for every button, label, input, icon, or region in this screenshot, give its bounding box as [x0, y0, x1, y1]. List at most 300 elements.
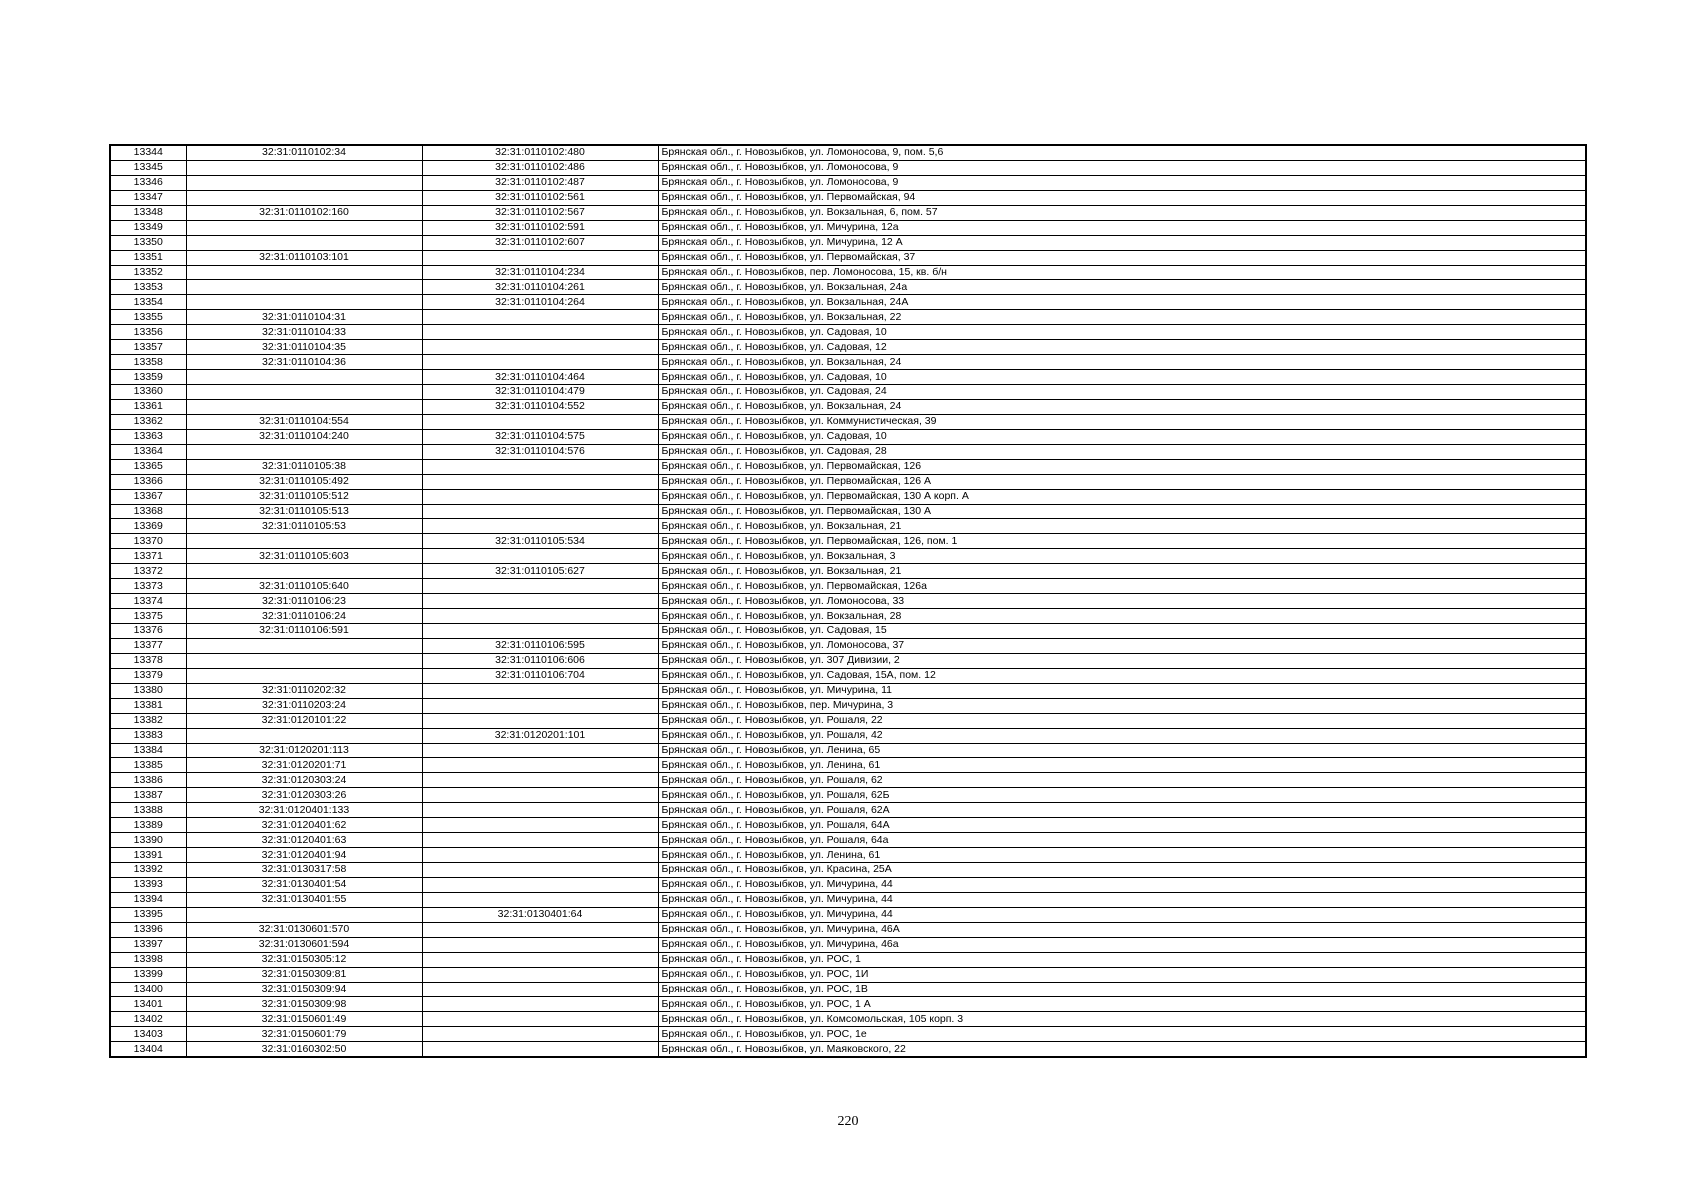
- cadastral-number-cell: [186, 175, 422, 190]
- cadastral-number-cell: 32:31:0120101:22: [186, 713, 422, 728]
- address-cell: Брянская обл., г. Новозыбков, ул. Вокзальная, 22: [658, 310, 1586, 325]
- address-cell: Брянская обл., г. Новозыбков, ул. Вокзальная, 24а: [658, 280, 1586, 295]
- building-cadastral-number-cell: [422, 773, 658, 788]
- cadastral-number-cell: 32:31:0150305:12: [186, 952, 422, 967]
- table-row: [110, 967, 1586, 982]
- cadastral-number-cell: 32:31:0110105:513: [186, 504, 422, 519]
- building-cadastral-number-cell: [422, 340, 658, 355]
- page-number: 220: [837, 1114, 859, 1129]
- row-number-cell: 13382: [110, 713, 186, 728]
- table-row: [110, 295, 1586, 310]
- cadastral-number-cell: [186, 399, 422, 414]
- address-cell: Брянская обл., г. Новозыбков, ул. Садовая, 15: [658, 624, 1586, 639]
- cadastral-number-cell: 32:31:0110105:38: [186, 459, 422, 474]
- address-cell: Брянская обл., г. Новозыбков, ул. Первомайская, 94: [658, 190, 1586, 205]
- address-cell: Брянская обл., г. Новозыбков, ул. Рошаля, 22: [658, 713, 1586, 728]
- building-cadastral-number-cell: 32:31:0110102:487: [422, 175, 658, 190]
- building-cadastral-number-cell: 32:31:0110106:606: [422, 653, 658, 668]
- table-row: [110, 250, 1586, 265]
- address-cell: Брянская обл., г. Новозыбков, ул. Садовая, 10: [658, 429, 1586, 444]
- table-row: [110, 504, 1586, 519]
- building-cadastral-number-cell: 32:31:0110102:591: [422, 220, 658, 235]
- row-number-cell: 13395: [110, 907, 186, 922]
- address-cell: Брянская обл., г. Новозыбков, ул. Ленина, 61: [658, 758, 1586, 773]
- row-number-cell: 13391: [110, 848, 186, 863]
- building-cadastral-number-cell: [422, 848, 658, 863]
- building-cadastral-number-cell: [422, 967, 658, 982]
- cadastral-number-cell: 32:31:0130601:570: [186, 922, 422, 937]
- row-number-cell: 13346: [110, 175, 186, 190]
- table-row: [110, 818, 1586, 833]
- table-row: [110, 683, 1586, 698]
- address-cell: Брянская обл., г. Новозыбков, пер. Мичурина, 3: [658, 698, 1586, 713]
- cadastral-number-cell: [186, 534, 422, 549]
- row-number-cell: 13368: [110, 504, 186, 519]
- cadastral-number-cell: 32:31:0110105:512: [186, 489, 422, 504]
- table-row: [110, 1027, 1586, 1042]
- address-cell: Брянская обл., г. Новозыбков, ул. Вокзальная, 28: [658, 609, 1586, 624]
- table-row: [110, 564, 1586, 579]
- row-number-cell: 13345: [110, 160, 186, 175]
- building-cadastral-number-cell: [422, 549, 658, 564]
- table-row: [110, 594, 1586, 609]
- address-cell: Брянская обл., г. Новозыбков, ул. Ломоносова, 37: [658, 638, 1586, 653]
- building-cadastral-number-cell: [422, 355, 658, 370]
- row-number-cell: 13401: [110, 997, 186, 1012]
- cadastral-number-cell: 32:31:0110104:240: [186, 429, 422, 444]
- table-row: [110, 609, 1586, 624]
- address-cell: Брянская обл., г. Новозыбков, ул. Первомайская, 126: [658, 459, 1586, 474]
- row-number-cell: 13358: [110, 355, 186, 370]
- address-cell: Брянская обл., г. Новозыбков, ул. Мичурина, 11: [658, 683, 1586, 698]
- address-cell: Брянская обл., г. Новозыбков, ул. РОС, 1 А: [658, 997, 1586, 1012]
- row-number-cell: 13348: [110, 205, 186, 220]
- cadastral-number-cell: 32:31:0110104:35: [186, 340, 422, 355]
- building-cadastral-number-cell: [422, 698, 658, 713]
- row-number-cell: 13365: [110, 459, 186, 474]
- building-cadastral-number-cell: [422, 877, 658, 892]
- table-row: [110, 1042, 1586, 1057]
- address-cell: Брянская обл., г. Новозыбков, ул. Первомайская, 126, пом. 1: [658, 534, 1586, 549]
- table-row: [110, 653, 1586, 668]
- cadastral-number-cell: [186, 907, 422, 922]
- building-cadastral-number-cell: 32:31:0110102:486: [422, 160, 658, 175]
- cadastral-number-cell: [186, 564, 422, 579]
- row-number-cell: 13354: [110, 295, 186, 310]
- address-cell: Брянская обл., г. Новозыбков, ул. Вокзальная, 24: [658, 355, 1586, 370]
- table-row: [110, 638, 1586, 653]
- table-row: [110, 907, 1586, 922]
- row-number-cell: 13367: [110, 489, 186, 504]
- building-cadastral-number-cell: 32:31:0110104:576: [422, 444, 658, 459]
- cadastral-number-cell: [186, 728, 422, 743]
- address-cell: Брянская обл., г. Новозыбков, ул. Садовая, 12: [658, 340, 1586, 355]
- address-cell: Брянская обл., г. Новозыбков, ул. Вокзальная, 21: [658, 519, 1586, 534]
- address-cell: Брянская обл., г. Новозыбков, ул. Ломоносова, 9: [658, 160, 1586, 175]
- row-number-cell: 13352: [110, 265, 186, 280]
- row-number-cell: 13394: [110, 892, 186, 907]
- row-number-cell: 13381: [110, 698, 186, 713]
- row-number-cell: 13378: [110, 653, 186, 668]
- address-cell: Брянская обл., г. Новозыбков, ул. Мичурина, 44: [658, 907, 1586, 922]
- row-number-cell: 13387: [110, 788, 186, 803]
- building-cadastral-number-cell: 32:31:0110102:561: [422, 190, 658, 205]
- cadastral-number-cell: 32:31:0110105:603: [186, 549, 422, 564]
- row-number-cell: 13364: [110, 444, 186, 459]
- cadastral-number-cell: 32:31:0110103:101: [186, 250, 422, 265]
- table-row: [110, 773, 1586, 788]
- row-number-cell: 13372: [110, 564, 186, 579]
- table-row: [110, 833, 1586, 848]
- address-cell: Брянская обл., г. Новозыбков, ул. Садовая, 15А, пом. 12: [658, 668, 1586, 683]
- building-cadastral-number-cell: [422, 937, 658, 952]
- cadastral-number-cell: 32:31:0120401:63: [186, 833, 422, 848]
- building-cadastral-number-cell: [422, 579, 658, 594]
- address-cell: Брянская обл., г. Новозыбков, ул. РОС, 1: [658, 952, 1586, 967]
- row-number-cell: 13353: [110, 280, 186, 295]
- table-row: [110, 534, 1586, 549]
- row-number-cell: 13362: [110, 414, 186, 429]
- table-row: [110, 190, 1586, 205]
- row-number-cell: 13347: [110, 190, 186, 205]
- table-row: [110, 370, 1586, 385]
- building-cadastral-number-cell: [422, 250, 658, 265]
- cadastral-number-cell: 32:31:0120401:133: [186, 803, 422, 818]
- row-number-cell: 13366: [110, 474, 186, 489]
- row-number-cell: 13386: [110, 773, 186, 788]
- row-number-cell: 13349: [110, 220, 186, 235]
- address-cell: Брянская обл., г. Новозыбков, ул. РОС, 1е: [658, 1027, 1586, 1042]
- building-cadastral-number-cell: [422, 833, 658, 848]
- cadastral-number-cell: [186, 295, 422, 310]
- building-cadastral-number-cell: [422, 788, 658, 803]
- row-number-cell: 13398: [110, 952, 186, 967]
- address-cell: Брянская обл., г. Новозыбков, ул. Ленина, 61: [658, 848, 1586, 863]
- building-cadastral-number-cell: [422, 982, 658, 997]
- address-cell: Брянская обл., г. Новозыбков, ул. Садовая, 28: [658, 444, 1586, 459]
- registry-table: [109, 144, 1587, 1058]
- table-row: [110, 743, 1586, 758]
- building-cadastral-number-cell: [422, 609, 658, 624]
- building-cadastral-number-cell: [422, 504, 658, 519]
- address-cell: Брянская обл., г. Новозыбков, ул. Рошаля, 42: [658, 728, 1586, 743]
- cadastral-number-cell: 32:31:0150601:79: [186, 1027, 422, 1042]
- building-cadastral-number-cell: [422, 758, 658, 773]
- table-row: [110, 922, 1586, 937]
- address-cell: Брянская обл., г. Новозыбков, ул. Вокзальная, 6, пом. 57: [658, 205, 1586, 220]
- table-row: [110, 668, 1586, 683]
- row-number-cell: 13376: [110, 624, 186, 639]
- row-number-cell: 13371: [110, 549, 186, 564]
- row-number-cell: 13384: [110, 743, 186, 758]
- cadastral-number-cell: 32:31:0130317:58: [186, 863, 422, 878]
- cadastral-number-cell: 32:31:0160302:50: [186, 1042, 422, 1057]
- table-row: [110, 280, 1586, 295]
- address-cell: Брянская обл., г. Новозыбков, ул. РОС, 1И: [658, 967, 1586, 982]
- cadastral-number-cell: [186, 444, 422, 459]
- row-number-cell: 13373: [110, 579, 186, 594]
- cadastral-number-cell: [186, 385, 422, 400]
- row-number-cell: 13379: [110, 668, 186, 683]
- row-number-cell: 13404: [110, 1042, 186, 1057]
- building-cadastral-number-cell: 32:31:0110104:261: [422, 280, 658, 295]
- building-cadastral-number-cell: [422, 997, 658, 1012]
- row-number-cell: 13351: [110, 250, 186, 265]
- cadastral-number-cell: 32:31:0130601:594: [186, 937, 422, 952]
- building-cadastral-number-cell: [422, 952, 658, 967]
- cadastral-number-cell: [186, 265, 422, 280]
- building-cadastral-number-cell: 32:31:0110106:704: [422, 668, 658, 683]
- building-cadastral-number-cell: 32:31:0110104:264: [422, 295, 658, 310]
- address-cell: Брянская обл., г. Новозыбков, ул. Вокзальная, 3: [658, 549, 1586, 564]
- address-cell: Брянская обл., г. Новозыбков, ул. Садовая, 10: [658, 325, 1586, 340]
- cadastral-number-cell: 32:31:0150309:94: [186, 982, 422, 997]
- table-row: [110, 952, 1586, 967]
- building-cadastral-number-cell: 32:31:0110104:479: [422, 385, 658, 400]
- row-number-cell: 13380: [110, 683, 186, 698]
- table-row: [110, 624, 1586, 639]
- building-cadastral-number-cell: 32:31:0130401:64: [422, 907, 658, 922]
- address-cell: Брянская обл., г. Новозыбков, ул. Мичурина, 44: [658, 877, 1586, 892]
- building-cadastral-number-cell: 32:31:0110104:575: [422, 429, 658, 444]
- cadastral-number-cell: [186, 160, 422, 175]
- row-number-cell: 13375: [110, 609, 186, 624]
- cadastral-number-cell: 32:31:0110105:53: [186, 519, 422, 534]
- cadastral-number-cell: 32:31:0110106:23: [186, 594, 422, 609]
- table-row: [110, 220, 1586, 235]
- building-cadastral-number-cell: 32:31:0110106:595: [422, 638, 658, 653]
- row-number-cell: 13388: [110, 803, 186, 818]
- address-cell: Брянская обл., г. Новозыбков, ул. Маяковского, 22: [658, 1042, 1586, 1057]
- building-cadastral-number-cell: [422, 1027, 658, 1042]
- cadastral-number-cell: 32:31:0110105:640: [186, 579, 422, 594]
- building-cadastral-number-cell: [422, 459, 658, 474]
- address-cell: Брянская обл., г. Новозыбков, ул. Мичурина, 46А: [658, 922, 1586, 937]
- table-row: [110, 414, 1586, 429]
- table-row: [110, 937, 1586, 952]
- building-cadastral-number-cell: 32:31:0110105:627: [422, 564, 658, 579]
- cadastral-number-cell: 32:31:0110106:24: [186, 609, 422, 624]
- building-cadastral-number-cell: 32:31:0110104:552: [422, 399, 658, 414]
- registry-body: [110, 145, 1586, 1057]
- row-number-cell: 13374: [110, 594, 186, 609]
- table-row: [110, 698, 1586, 713]
- table-row: [110, 355, 1586, 370]
- table-row: [110, 235, 1586, 250]
- cadastral-number-cell: [186, 280, 422, 295]
- building-cadastral-number-cell: [422, 414, 658, 429]
- table-row: [110, 265, 1586, 280]
- address-cell: Брянская обл., г. Новозыбков, ул. Первомайская, 130 А корп. А: [658, 489, 1586, 504]
- address-cell: Брянская обл., г. Новозыбков, ул. Мичурина, 12а: [658, 220, 1586, 235]
- row-number-cell: 13399: [110, 967, 186, 982]
- table-row: [110, 145, 1586, 160]
- cadastral-number-cell: [186, 668, 422, 683]
- row-number-cell: 13355: [110, 310, 186, 325]
- table-row: [110, 803, 1586, 818]
- table-row: [110, 474, 1586, 489]
- building-cadastral-number-cell: [422, 713, 658, 728]
- row-number-cell: 13350: [110, 235, 186, 250]
- table-row: [110, 1012, 1586, 1027]
- row-number-cell: 13389: [110, 818, 186, 833]
- address-cell: Брянская обл., г. Новозыбков, ул. РОС, 1В: [658, 982, 1586, 997]
- address-cell: Брянская обл., г. Новозыбков, пер. Ломоносова, 15, кв. б/н: [658, 265, 1586, 280]
- cadastral-number-cell: [186, 190, 422, 205]
- table-row: [110, 863, 1586, 878]
- building-cadastral-number-cell: [422, 310, 658, 325]
- address-cell: Брянская обл., г. Новозыбков, ул. Комсомольская, 105 корп. 3: [658, 1012, 1586, 1027]
- row-number-cell: 13385: [110, 758, 186, 773]
- table-row: [110, 325, 1586, 340]
- building-cadastral-number-cell: 32:31:0110104:464: [422, 370, 658, 385]
- cadastral-number-cell: [186, 638, 422, 653]
- building-cadastral-number-cell: [422, 743, 658, 758]
- row-number-cell: 13360: [110, 385, 186, 400]
- address-cell: Брянская обл., г. Новозыбков, ул. Вокзальная, 21: [658, 564, 1586, 579]
- building-cadastral-number-cell: [422, 892, 658, 907]
- address-cell: Брянская обл., г. Новозыбков, ул. Первомайская, 126а: [658, 579, 1586, 594]
- table-row: [110, 848, 1586, 863]
- table-row: [110, 579, 1586, 594]
- cadastral-number-cell: 32:31:0110104:31: [186, 310, 422, 325]
- cadastral-number-cell: 32:31:0150601:49: [186, 1012, 422, 1027]
- building-cadastral-number-cell: 32:31:0110104:234: [422, 265, 658, 280]
- cadastral-number-cell: 32:31:0120201:113: [186, 743, 422, 758]
- building-cadastral-number-cell: [422, 803, 658, 818]
- row-number-cell: 13393: [110, 877, 186, 892]
- building-cadastral-number-cell: [422, 863, 658, 878]
- table-row: [110, 997, 1586, 1012]
- table-row: [110, 444, 1586, 459]
- building-cadastral-number-cell: [422, 519, 658, 534]
- cadastral-number-cell: [186, 235, 422, 250]
- building-cadastral-number-cell: 32:31:0110102:607: [422, 235, 658, 250]
- cadastral-number-cell: 32:31:0110102:160: [186, 205, 422, 220]
- row-number-cell: 13396: [110, 922, 186, 937]
- building-cadastral-number-cell: 32:31:0120201:101: [422, 728, 658, 743]
- building-cadastral-number-cell: 32:31:0110102:480: [422, 145, 658, 160]
- building-cadastral-number-cell: [422, 325, 658, 340]
- building-cadastral-number-cell: [422, 922, 658, 937]
- address-cell: Брянская обл., г. Новозыбков, ул. Рошаля, 64А: [658, 818, 1586, 833]
- cadastral-number-cell: 32:31:0130401:54: [186, 877, 422, 892]
- row-number-cell: 13359: [110, 370, 186, 385]
- address-cell: Брянская обл., г. Новозыбков, ул. Ломоносова, 9: [658, 175, 1586, 190]
- cadastral-number-cell: 32:31:0110104:33: [186, 325, 422, 340]
- table-row: [110, 429, 1586, 444]
- table-row: [110, 489, 1586, 504]
- address-cell: Брянская обл., г. Новозыбков, ул. Коммунистическая, 39: [658, 414, 1586, 429]
- cadastral-number-cell: [186, 653, 422, 668]
- address-cell: Брянская обл., г. Новозыбков, ул. Вокзальная, 24: [658, 399, 1586, 414]
- building-cadastral-number-cell: [422, 1012, 658, 1027]
- table-row: [110, 713, 1586, 728]
- cadastral-number-cell: 32:31:0110105:492: [186, 474, 422, 489]
- table-row: [110, 758, 1586, 773]
- row-number-cell: 13402: [110, 1012, 186, 1027]
- row-number-cell: 13377: [110, 638, 186, 653]
- address-cell: Брянская обл., г. Новозыбков, ул. Рошаля, 62А: [658, 803, 1586, 818]
- table-row: [110, 982, 1586, 997]
- table-row: [110, 399, 1586, 414]
- building-cadastral-number-cell: [422, 683, 658, 698]
- address-cell: Брянская обл., г. Новозыбков, ул. Ленина, 65: [658, 743, 1586, 758]
- address-cell: Брянская обл., г. Новозыбков, ул. Ломоносова, 9, пом. 5,6: [658, 145, 1586, 160]
- row-number-cell: 13403: [110, 1027, 186, 1042]
- cadastral-number-cell: 32:31:0150309:98: [186, 997, 422, 1012]
- address-cell: Брянская обл., г. Новозыбков, ул. Мичурина, 12 А: [658, 235, 1586, 250]
- row-number-cell: 13397: [110, 937, 186, 952]
- table-row: [110, 310, 1586, 325]
- building-cadastral-number-cell: [422, 474, 658, 489]
- table-row: [110, 728, 1586, 743]
- table-row: [110, 175, 1586, 190]
- table-row: [110, 892, 1586, 907]
- cadastral-number-cell: 32:31:0150309:81: [186, 967, 422, 982]
- cadastral-number-cell: 32:31:0120303:26: [186, 788, 422, 803]
- address-cell: Брянская обл., г. Новозыбков, ул. Садовая, 10: [658, 370, 1586, 385]
- address-cell: Брянская обл., г. Новозыбков, ул. Мичурина, 46а: [658, 937, 1586, 952]
- row-number-cell: 13361: [110, 399, 186, 414]
- row-number-cell: 13392: [110, 863, 186, 878]
- row-number-cell: 13390: [110, 833, 186, 848]
- cadastral-number-cell: 32:31:0120201:71: [186, 758, 422, 773]
- row-number-cell: 13400: [110, 982, 186, 997]
- address-cell: Брянская обл., г. Новозыбков, ул. Вокзальная, 24А: [658, 295, 1586, 310]
- row-number-cell: 13383: [110, 728, 186, 743]
- address-cell: Брянская обл., г. Новозыбков, ул. Первомайская, 37: [658, 250, 1586, 265]
- table-row: [110, 788, 1586, 803]
- address-cell: Брянская обл., г. Новозыбков, ул. Рошаля, 62: [658, 773, 1586, 788]
- building-cadastral-number-cell: 32:31:0110102:567: [422, 205, 658, 220]
- building-cadastral-number-cell: [422, 489, 658, 504]
- cadastral-number-cell: 32:31:0110202:32: [186, 683, 422, 698]
- table-row: [110, 519, 1586, 534]
- cadastral-number-cell: 32:31:0110203:24: [186, 698, 422, 713]
- table-row: [110, 385, 1586, 400]
- building-cadastral-number-cell: [422, 1042, 658, 1057]
- building-cadastral-number-cell: [422, 818, 658, 833]
- address-cell: Брянская обл., г. Новозыбков, ул. Красина, 25А: [658, 863, 1586, 878]
- cadastral-number-cell: 32:31:0110104:36: [186, 355, 422, 370]
- row-number-cell: 13370: [110, 534, 186, 549]
- address-cell: Брянская обл., г. Новозыбков, ул. Первомайская, 126 А: [658, 474, 1586, 489]
- row-number-cell: 13363: [110, 429, 186, 444]
- building-cadastral-number-cell: [422, 594, 658, 609]
- table-row: [110, 877, 1586, 892]
- table-row: [110, 459, 1586, 474]
- address-cell: Брянская обл., г. Новозыбков, ул. Садовая, 24: [658, 385, 1586, 400]
- building-cadastral-number-cell: [422, 624, 658, 639]
- row-number-cell: 13344: [110, 145, 186, 160]
- cadastral-number-cell: 32:31:0110102:34: [186, 145, 422, 160]
- cadastral-number-cell: 32:31:0110104:554: [186, 414, 422, 429]
- cadastral-number-cell: [186, 220, 422, 235]
- row-number-cell: 13357: [110, 340, 186, 355]
- cadastral-number-cell: [186, 370, 422, 385]
- cadastral-number-cell: 32:31:0120401:94: [186, 848, 422, 863]
- cadastral-number-cell: 32:31:0120303:24: [186, 773, 422, 788]
- cadastral-number-cell: 32:31:0130401:55: [186, 892, 422, 907]
- cadastral-number-cell: 32:31:0120401:62: [186, 818, 422, 833]
- table-row: [110, 549, 1586, 564]
- row-number-cell: 13369: [110, 519, 186, 534]
- address-cell: Брянская обл., г. Новозыбков, ул. Рошаля, 64а: [658, 833, 1586, 848]
- address-cell: Брянская обл., г. Новозыбков, ул. Первомайская, 130 А: [658, 504, 1586, 519]
- building-cadastral-number-cell: 32:31:0110105:534: [422, 534, 658, 549]
- table-row: [110, 340, 1586, 355]
